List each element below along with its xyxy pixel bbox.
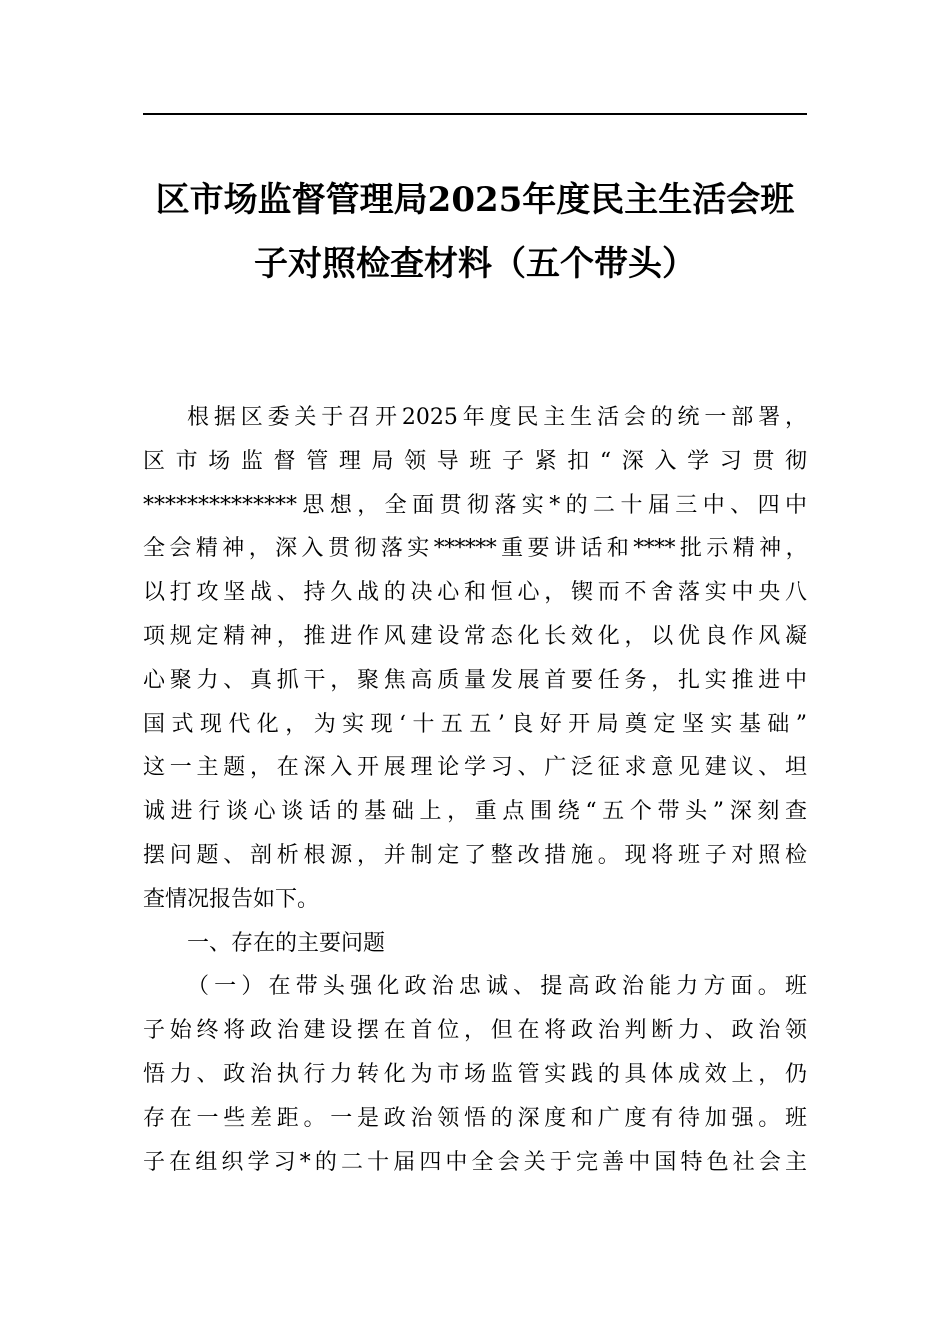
- intro-line: 以打攻坚战、持久战的决心和恒心，锲而不舍落实中央八: [143, 580, 807, 606]
- intro-line: 国式现代化，为实现‘十五五’良好开局奠定坚实基础”: [143, 711, 807, 737]
- intro-line: 查情况报告如下。: [143, 886, 320, 912]
- intro-line: 诚进行谈心谈话的基础上，重点围绕“五个带头”深刻查: [143, 799, 807, 825]
- intro-line: 区市场监督管理局领导班子紧扣“深入学习贯彻: [143, 448, 807, 474]
- section-line: 存在一些差距。一是政治领悟的深度和广度有待加强。班: [143, 1105, 807, 1131]
- section-line: 悟力、政治执行力转化为市场监管实践的具体成效上，仍: [143, 1061, 807, 1087]
- intro-line: 全会精神，深入贯彻落实******重要讲话和****批示精神，: [143, 536, 807, 562]
- document-body: [143, 396, 807, 1184]
- intro-line: 心聚力、真抓干，聚焦高质量发展首要任务，扎实推进中: [143, 667, 807, 693]
- intro-line: 这一主题，在深入开展理论学习、广泛征求意见建议、坦: [143, 755, 807, 781]
- intro-line: 项规定精神，推进作风建设常态化长效化，以优良作风凝: [143, 623, 807, 649]
- header-rule: [143, 113, 807, 115]
- section-line: （一）在带头强化政治忠诚、提高政治能力方面。班: [187, 974, 807, 1000]
- section-line: 子在组织学习*的二十届四中全会关于完善中国特色社会主: [143, 1149, 807, 1175]
- document-title: [143, 168, 807, 296]
- intro-line: **************思想，全面贯彻落实*的二十届三中、四中: [143, 492, 807, 518]
- title-line-1: 区市场监督管理局2025年度民主生活会班: [155, 180, 795, 220]
- section-heading: 一、存在的主要问题: [187, 930, 386, 956]
- intro-line: 根据区委关于召开2025年度民主生活会的统一部署，: [187, 405, 807, 430]
- section-line: 子始终将政治建设摆在首位，但在将政治判断力、政治领: [143, 1018, 807, 1044]
- intro-line: 摆问题、剖析根源，并制定了整改措施。现将班子对照检: [143, 842, 807, 868]
- title-line-2: 子对照检查材料（五个带头）: [254, 244, 696, 284]
